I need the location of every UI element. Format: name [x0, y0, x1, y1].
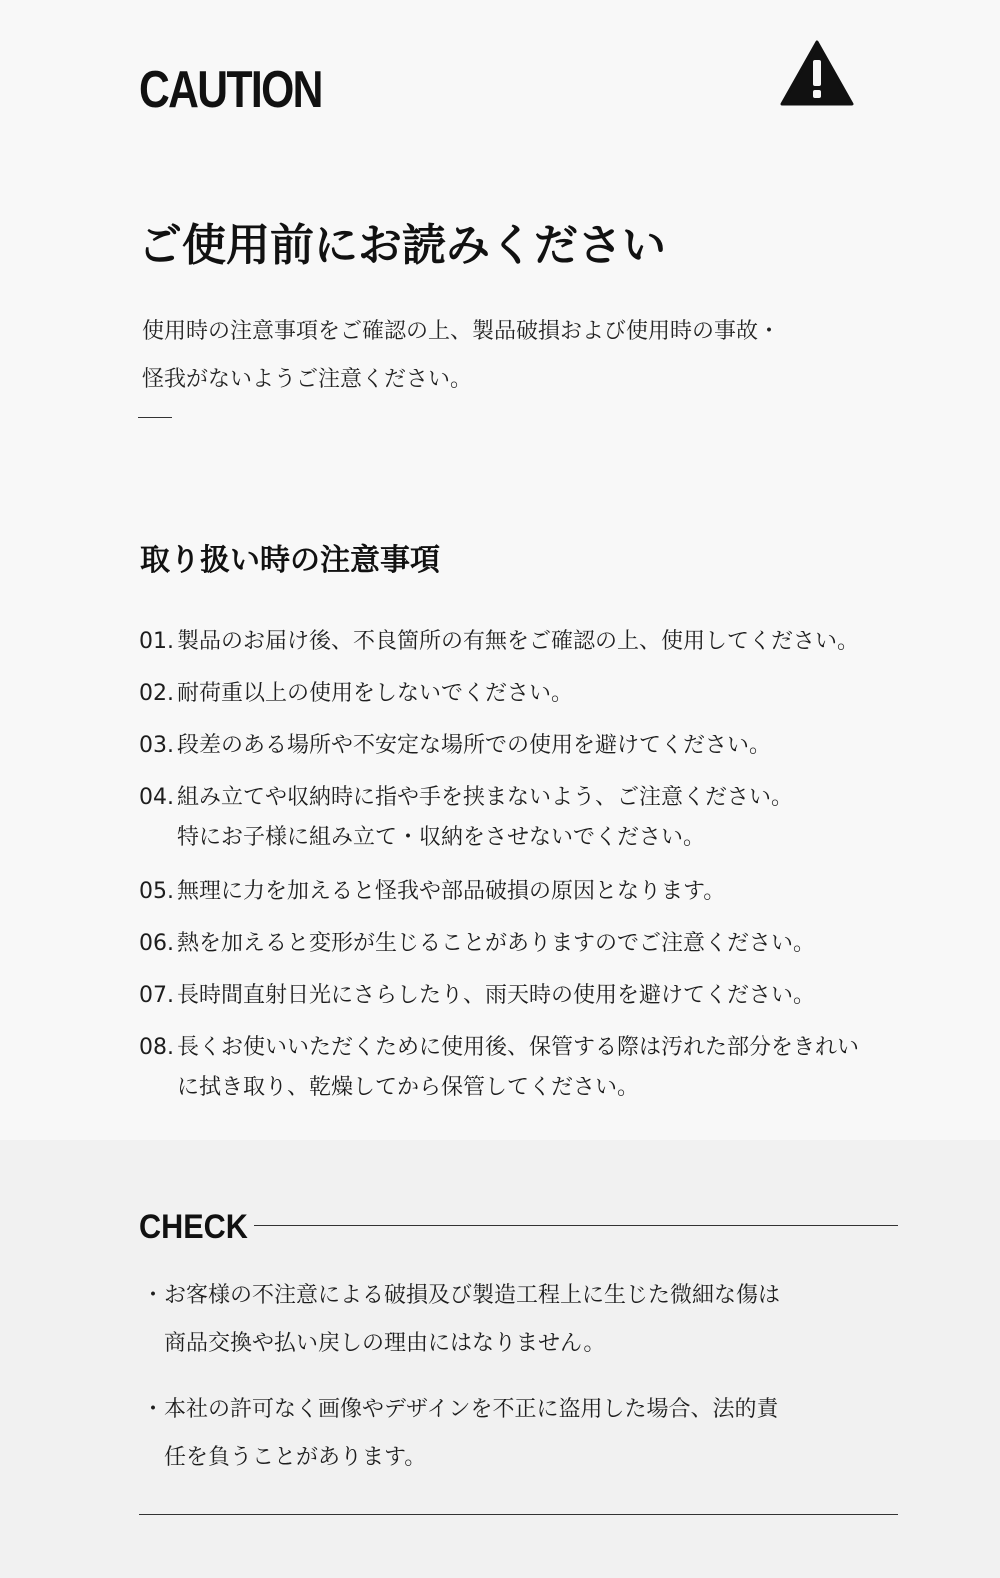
list-item	[139, 726, 771, 766]
item-number: 04.	[139, 785, 174, 810]
intro-text	[142, 308, 780, 404]
item-number: 07.	[139, 983, 174, 1008]
intro-line: 怪我がないようご注意ください。	[142, 367, 473, 392]
item-text: 耐荷重以上の使用をしないでください。	[177, 681, 574, 706]
caution-heading: CAUTION	[139, 61, 322, 119]
intro-line: 使用時の注意事項をご確認の上、製品破損および使用時の事故・	[142, 319, 781, 344]
item-text-continued: に拭き取り、乾燥してから保管してください。	[177, 1075, 640, 1100]
check-item	[142, 1386, 778, 1482]
list-item	[139, 872, 725, 912]
item-text-continued: 特にお子様に組み立て・収納をさせないでください。	[177, 825, 706, 850]
item-number: 08.	[139, 1035, 174, 1060]
list-item	[139, 778, 793, 858]
item-number: 02.	[139, 681, 174, 706]
item-number: 01.	[139, 629, 174, 654]
divider	[138, 417, 172, 418]
bottom-divider	[139, 1514, 898, 1515]
item-text: 長時間直射日光にさらしたり、雨天時の使用を避けてください。	[177, 983, 816, 1008]
check-heading-rule	[254, 1225, 898, 1226]
list-item	[139, 976, 815, 1016]
list-item	[139, 674, 573, 714]
warning-triangle-icon	[780, 40, 854, 106]
item-number: 03.	[139, 733, 174, 758]
item-text: 組み立てや収納時に指や手を挟まないよう、ご注意ください。	[177, 785, 794, 810]
item-text: 長くお使いいただくために使用後、保管する際は汚れた部分をきれい	[177, 1035, 860, 1060]
item-number: 05.	[139, 879, 174, 904]
item-text: 製品のお届け後、不良箇所の有無をご確認の上、使用してください。	[177, 629, 860, 654]
page-title: ご使用前にお読みください	[138, 220, 666, 271]
item-text: 無理に力を加えると怪我や部品破損の原因となります。	[177, 879, 726, 904]
check-item-text: お客様の不注意による破損及び製造工程上に生じた微細な傷は	[164, 1283, 781, 1308]
bullet: ・	[142, 1397, 165, 1422]
check-item	[142, 1272, 780, 1368]
list-item	[139, 1028, 859, 1108]
check-item-text-continued: 任を負うことがあります。	[164, 1445, 427, 1470]
check-item-text-continued: 商品交換や払い戻しの理由にはなりません。	[164, 1331, 606, 1356]
section-title-handling: 取り扱い時の注意事項	[140, 543, 440, 578]
item-number: 06.	[139, 931, 174, 956]
check-item-text: 本社の許可なく画像やデザインを不正に盗用した場合、法的責	[164, 1397, 779, 1422]
list-item	[139, 924, 815, 964]
bullet: ・	[142, 1283, 165, 1308]
list-item	[139, 622, 859, 662]
item-text: 熱を加えると変形が生じることがありますのでご注意ください。	[177, 931, 816, 956]
check-heading: CHECK	[139, 1208, 248, 1246]
item-text: 段差のある場所や不安定な場所での使用を避けてください。	[177, 733, 772, 758]
